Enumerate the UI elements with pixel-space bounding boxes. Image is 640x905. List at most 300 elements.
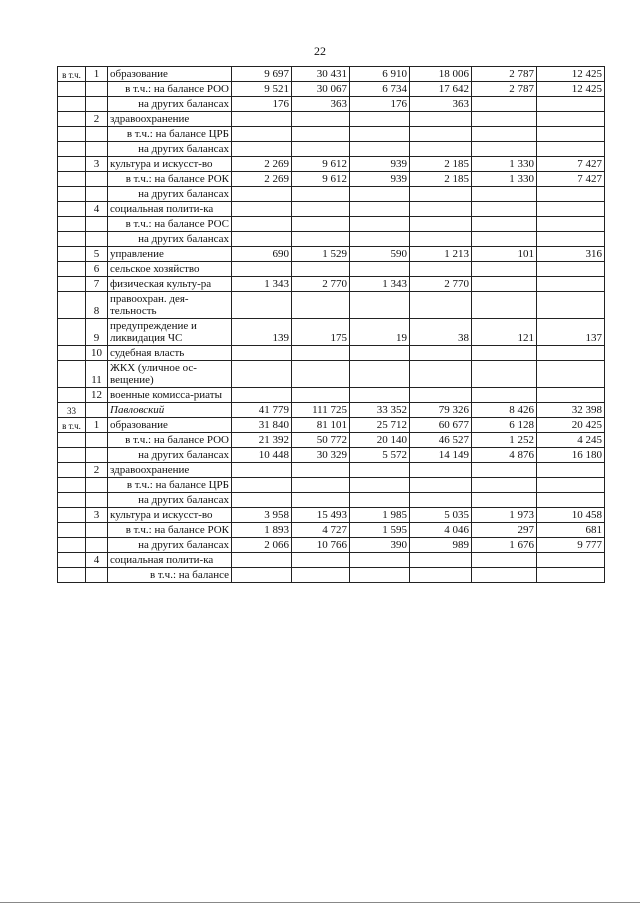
value-cell: 5 572 [350, 448, 410, 463]
group-marker-cell [58, 187, 86, 202]
value-cell: 2 787 [472, 82, 537, 97]
value-cell [472, 292, 537, 319]
category-name-cell: в т.ч.: на балансе ЦРБ [108, 478, 232, 493]
category-name-cell: на других балансах [108, 232, 232, 247]
value-cell: 60 677 [410, 418, 472, 433]
value-cell: 4 727 [292, 523, 350, 538]
value-cell [292, 292, 350, 319]
page-number: 22 [314, 44, 326, 58]
value-cell: 79 326 [410, 403, 472, 418]
group-marker-cell [58, 202, 86, 217]
value-cell [292, 493, 350, 508]
group-marker-cell [58, 553, 86, 568]
value-cell [537, 553, 605, 568]
value-cell: 4 046 [410, 523, 472, 538]
table-row [58, 493, 605, 508]
value-cell [232, 112, 292, 127]
group-marker-cell [58, 361, 86, 388]
table-row [58, 112, 605, 127]
category-name-cell: ЖКХ (уличное ос-вещение) [108, 361, 232, 388]
value-cell: 4 876 [472, 448, 537, 463]
category-name-cell: правоохран. дея-тельность [108, 292, 232, 319]
table-row [58, 232, 605, 247]
category-name-cell: на других балансах [108, 142, 232, 157]
group-marker-cell [58, 463, 86, 478]
value-cell: 25 712 [350, 418, 410, 433]
value-cell [232, 142, 292, 157]
category-name-cell: сельское хозяйство [108, 262, 232, 277]
value-cell [537, 127, 605, 142]
category-name-cell: на других балансах [108, 187, 232, 202]
item-number-cell: 9 [86, 319, 108, 346]
value-cell: 1 676 [472, 538, 537, 553]
value-cell [232, 388, 292, 403]
value-cell: 20 425 [537, 418, 605, 433]
value-cell [537, 142, 605, 157]
value-cell [472, 232, 537, 247]
value-cell: 690 [232, 247, 292, 262]
value-cell: 50 772 [292, 433, 350, 448]
value-cell: 363 [410, 97, 472, 112]
value-cell: 9 697 [232, 67, 292, 82]
value-cell: 139 [232, 319, 292, 346]
value-cell: 6 734 [350, 82, 410, 97]
table-row [58, 217, 605, 232]
value-cell [232, 568, 292, 583]
item-number-cell [86, 478, 108, 493]
category-name-cell: предупреждение и ликвидация ЧС [108, 319, 232, 346]
value-cell [292, 346, 350, 361]
value-cell: 19 [350, 319, 410, 346]
value-cell: 175 [292, 319, 350, 346]
item-number-cell [86, 172, 108, 187]
value-cell: 2 066 [232, 538, 292, 553]
group-marker-cell [58, 478, 86, 493]
value-cell [350, 553, 410, 568]
group-marker-cell [58, 448, 86, 463]
value-cell: 2 269 [232, 172, 292, 187]
table-row [58, 418, 605, 433]
category-name-cell: судебная власть [108, 346, 232, 361]
category-name-cell: в т.ч.: на балансе РОС [108, 217, 232, 232]
value-cell: 6 128 [472, 418, 537, 433]
value-cell [537, 478, 605, 493]
table-row [58, 202, 605, 217]
value-cell: 8 426 [472, 403, 537, 418]
table-row [58, 568, 605, 583]
value-cell: 12 425 [537, 82, 605, 97]
item-number-cell: 2 [86, 112, 108, 127]
value-cell: 9 777 [537, 538, 605, 553]
value-cell: 1 985 [350, 508, 410, 523]
value-cell: 989 [410, 538, 472, 553]
group-marker-cell [58, 538, 86, 553]
value-cell [537, 97, 605, 112]
item-number-cell: 6 [86, 262, 108, 277]
value-cell: 1 973 [472, 508, 537, 523]
item-number-cell [86, 187, 108, 202]
group-marker-cell [58, 493, 86, 508]
table-row [58, 478, 605, 493]
value-cell [410, 217, 472, 232]
value-cell: 1 252 [472, 433, 537, 448]
value-cell [232, 262, 292, 277]
group-marker-cell: в т.ч. [58, 67, 86, 82]
value-cell [537, 292, 605, 319]
table-row [58, 538, 605, 553]
value-cell [350, 262, 410, 277]
table-row [58, 463, 605, 478]
value-cell: 1 343 [232, 277, 292, 292]
category-name-cell: на других балансах [108, 448, 232, 463]
item-number-cell [86, 97, 108, 112]
value-cell [350, 232, 410, 247]
value-cell: 2 787 [472, 67, 537, 82]
group-marker-cell [58, 319, 86, 346]
value-cell: 10 458 [537, 508, 605, 523]
value-cell [292, 478, 350, 493]
value-cell [350, 127, 410, 142]
value-cell: 33 352 [350, 403, 410, 418]
value-cell: 1 893 [232, 523, 292, 538]
group-marker-cell [58, 568, 86, 583]
item-number-cell [86, 433, 108, 448]
group-marker-cell [58, 277, 86, 292]
item-number-cell [86, 82, 108, 97]
value-cell [232, 202, 292, 217]
value-cell [292, 553, 350, 568]
value-cell [350, 388, 410, 403]
category-name-cell: на других балансах [108, 538, 232, 553]
category-name-cell: на других балансах [108, 493, 232, 508]
value-cell [410, 187, 472, 202]
value-cell: 111 725 [292, 403, 350, 418]
value-cell [537, 262, 605, 277]
table-row [58, 319, 605, 346]
value-cell [350, 361, 410, 388]
value-cell [350, 292, 410, 319]
value-cell [292, 463, 350, 478]
value-cell: 1 529 [292, 247, 350, 262]
value-cell: 390 [350, 538, 410, 553]
group-marker-cell [58, 292, 86, 319]
value-cell [292, 112, 350, 127]
value-cell [537, 463, 605, 478]
value-cell [350, 493, 410, 508]
category-name-cell: Павловский [108, 403, 232, 418]
value-cell [410, 232, 472, 247]
value-cell [472, 202, 537, 217]
value-cell [350, 202, 410, 217]
value-cell [537, 187, 605, 202]
value-cell: 7 427 [537, 157, 605, 172]
value-cell: 590 [350, 247, 410, 262]
item-number-cell [86, 232, 108, 247]
value-cell [410, 346, 472, 361]
item-number-cell: 11 [86, 361, 108, 388]
table-row [58, 523, 605, 538]
value-cell [232, 187, 292, 202]
value-cell [232, 346, 292, 361]
value-cell [292, 232, 350, 247]
value-cell [472, 553, 537, 568]
value-cell: 176 [350, 97, 410, 112]
table-row [58, 97, 605, 112]
value-cell [472, 187, 537, 202]
table-row [58, 67, 605, 82]
value-cell [350, 463, 410, 478]
value-cell [232, 478, 292, 493]
value-cell: 2 269 [232, 157, 292, 172]
value-cell [350, 346, 410, 361]
table-row [58, 187, 605, 202]
group-marker-cell [58, 247, 86, 262]
value-cell: 46 527 [410, 433, 472, 448]
value-cell: 10 766 [292, 538, 350, 553]
category-name-cell: военные комисса-риаты [108, 388, 232, 403]
value-cell [537, 388, 605, 403]
value-cell [472, 262, 537, 277]
table-row [58, 448, 605, 463]
value-cell [537, 346, 605, 361]
value-cell [232, 553, 292, 568]
value-cell: 2 770 [292, 277, 350, 292]
item-number-cell: 1 [86, 418, 108, 433]
value-cell: 41 779 [232, 403, 292, 418]
value-cell [410, 292, 472, 319]
value-cell: 7 427 [537, 172, 605, 187]
value-cell: 1 343 [350, 277, 410, 292]
value-cell: 14 149 [410, 448, 472, 463]
value-cell [350, 112, 410, 127]
table-row [58, 127, 605, 142]
category-name-cell: образование [108, 418, 232, 433]
group-marker-cell [58, 262, 86, 277]
group-marker-cell [58, 508, 86, 523]
value-cell [472, 217, 537, 232]
value-cell: 9 612 [292, 172, 350, 187]
category-name-cell: в т.ч.: на балансе [108, 568, 232, 583]
category-name-cell: образование [108, 67, 232, 82]
category-name-cell: культура и искусст-во [108, 157, 232, 172]
group-marker-cell [58, 97, 86, 112]
category-name-cell: физическая культу-ра [108, 277, 232, 292]
value-cell [410, 202, 472, 217]
item-number-cell [86, 568, 108, 583]
value-cell [472, 478, 537, 493]
table-row [58, 553, 605, 568]
value-cell [472, 361, 537, 388]
group-marker-cell [58, 112, 86, 127]
item-number-cell: 10 [86, 346, 108, 361]
value-cell: 9 521 [232, 82, 292, 97]
value-cell [232, 493, 292, 508]
value-cell: 4 245 [537, 433, 605, 448]
value-cell [410, 388, 472, 403]
table-row [58, 508, 605, 523]
value-cell: 316 [537, 247, 605, 262]
item-number-cell [86, 217, 108, 232]
value-cell [232, 292, 292, 319]
category-name-cell: в т.ч.: на балансе РОО [108, 433, 232, 448]
value-cell: 10 448 [232, 448, 292, 463]
item-number-cell: 4 [86, 202, 108, 217]
category-name-cell: в т.ч.: на балансе ЦРБ [108, 127, 232, 142]
table-row [58, 346, 605, 361]
value-cell: 30 329 [292, 448, 350, 463]
value-cell [472, 127, 537, 142]
value-cell [292, 142, 350, 157]
item-number-cell [86, 403, 108, 418]
table-row [58, 433, 605, 448]
value-cell [472, 493, 537, 508]
value-cell: 939 [350, 172, 410, 187]
value-cell [232, 463, 292, 478]
value-cell: 363 [292, 97, 350, 112]
group-marker-cell [58, 172, 86, 187]
value-cell [472, 112, 537, 127]
value-cell: 297 [472, 523, 537, 538]
value-cell [350, 217, 410, 232]
category-name-cell: социальная полити-ка [108, 202, 232, 217]
value-cell [350, 478, 410, 493]
category-name-cell: здравоохранение [108, 463, 232, 478]
value-cell: 1 330 [472, 172, 537, 187]
value-cell: 121 [472, 319, 537, 346]
item-number-cell [86, 142, 108, 157]
value-cell [410, 262, 472, 277]
category-name-cell: на других балансах [108, 97, 232, 112]
value-cell [537, 232, 605, 247]
value-cell [292, 202, 350, 217]
value-cell: 1 213 [410, 247, 472, 262]
value-cell [472, 142, 537, 157]
value-cell [537, 361, 605, 388]
footer-rule [0, 902, 640, 903]
table-row [58, 172, 605, 187]
value-cell [410, 568, 472, 583]
table-row [58, 82, 605, 97]
value-cell: 2 185 [410, 157, 472, 172]
item-number-cell: 3 [86, 508, 108, 523]
group-marker-cell: в т.ч. [58, 418, 86, 433]
category-name-cell: управление [108, 247, 232, 262]
value-cell: 1 330 [472, 157, 537, 172]
group-marker-cell [58, 523, 86, 538]
category-name-cell: социальная полити-ка [108, 553, 232, 568]
value-cell: 137 [537, 319, 605, 346]
value-cell [537, 202, 605, 217]
group-marker-cell [58, 127, 86, 142]
value-cell [232, 217, 292, 232]
value-cell [472, 346, 537, 361]
value-cell: 20 140 [350, 433, 410, 448]
value-cell [410, 112, 472, 127]
value-cell: 6 910 [350, 67, 410, 82]
value-cell: 9 612 [292, 157, 350, 172]
value-cell: 5 035 [410, 508, 472, 523]
value-cell [537, 493, 605, 508]
table-row [58, 247, 605, 262]
item-number-cell: 4 [86, 553, 108, 568]
value-cell [292, 262, 350, 277]
table-row [58, 262, 605, 277]
table-row [58, 403, 605, 418]
value-cell [410, 142, 472, 157]
value-cell [292, 127, 350, 142]
value-cell [292, 568, 350, 583]
value-cell [537, 217, 605, 232]
value-cell [410, 361, 472, 388]
value-cell [292, 187, 350, 202]
value-cell [232, 232, 292, 247]
value-cell: 30 067 [292, 82, 350, 97]
value-cell [537, 568, 605, 583]
value-cell [410, 553, 472, 568]
group-marker-cell [58, 232, 86, 247]
item-number-cell: 3 [86, 157, 108, 172]
value-cell: 17 642 [410, 82, 472, 97]
value-cell: 176 [232, 97, 292, 112]
value-cell: 1 595 [350, 523, 410, 538]
value-cell [537, 277, 605, 292]
value-cell: 101 [472, 247, 537, 262]
value-cell [292, 361, 350, 388]
value-cell [472, 388, 537, 403]
value-cell [537, 112, 605, 127]
value-cell: 3 958 [232, 508, 292, 523]
value-cell [232, 361, 292, 388]
value-cell [410, 463, 472, 478]
category-name-cell: в т.ч.: на балансе РОК [108, 172, 232, 187]
value-cell [472, 463, 537, 478]
value-cell: 31 840 [232, 418, 292, 433]
value-cell [350, 568, 410, 583]
table-row [58, 157, 605, 172]
table-row [58, 142, 605, 157]
value-cell [350, 187, 410, 202]
value-cell [410, 478, 472, 493]
category-name-cell: здравоохранение [108, 112, 232, 127]
group-marker-cell [58, 346, 86, 361]
table-row [58, 292, 605, 319]
item-number-cell: 5 [86, 247, 108, 262]
group-marker-cell [58, 157, 86, 172]
budget-table [57, 66, 605, 583]
group-marker-cell [58, 142, 86, 157]
item-number-cell [86, 523, 108, 538]
value-cell: 30 431 [292, 67, 350, 82]
value-cell [472, 277, 537, 292]
group-marker-cell [58, 82, 86, 97]
value-cell [350, 142, 410, 157]
value-cell: 2 770 [410, 277, 472, 292]
value-cell [292, 217, 350, 232]
item-number-cell: 1 [86, 67, 108, 82]
value-cell: 16 180 [537, 448, 605, 463]
value-cell: 12 425 [537, 67, 605, 82]
value-cell: 681 [537, 523, 605, 538]
value-cell: 38 [410, 319, 472, 346]
value-cell: 81 101 [292, 418, 350, 433]
group-marker-cell [58, 433, 86, 448]
value-cell: 15 493 [292, 508, 350, 523]
value-cell [472, 97, 537, 112]
value-cell: 939 [350, 157, 410, 172]
item-number-cell: 12 [86, 388, 108, 403]
category-name-cell: в т.ч.: на балансе РОО [108, 82, 232, 97]
category-name-cell: в т.ч.: на балансе РОК [108, 523, 232, 538]
